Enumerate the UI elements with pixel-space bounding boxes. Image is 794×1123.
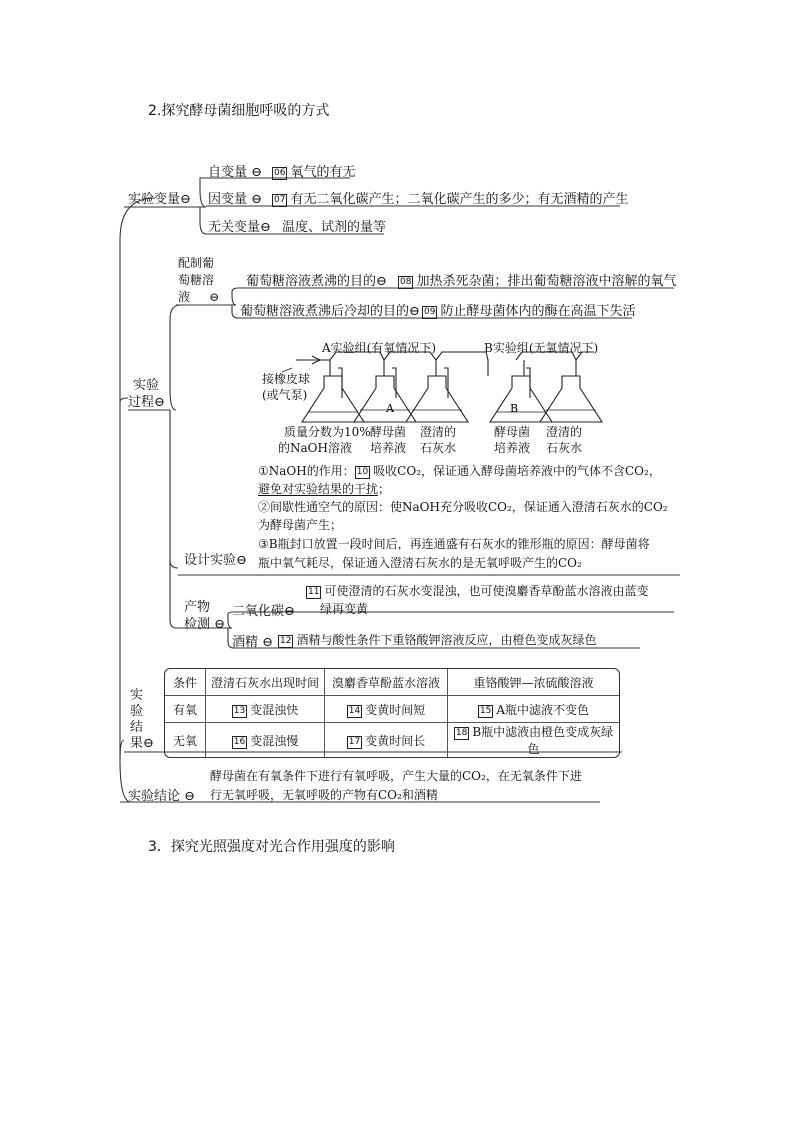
collapse-icon: ⊖ xyxy=(251,165,263,180)
header-cell: 条件 xyxy=(165,669,206,696)
yeast-b-line2: 培养液 xyxy=(494,441,531,455)
table-cell: 15 A瓶中滤液不变色 xyxy=(448,696,619,723)
table-cell: 17 变黄时间长 xyxy=(325,723,448,757)
detect-label-line1: 产物 xyxy=(184,600,211,615)
conclusion-label[interactable]: 实验结论 ⊖ xyxy=(128,789,196,804)
table-cell: 16 变混浊慢 xyxy=(206,723,325,757)
collapse-icon: ⊖ xyxy=(214,617,226,632)
independent-var-value: 06 氧气的有无 xyxy=(274,165,356,180)
collapse-icon: ⊖ xyxy=(180,192,191,207)
co2-line2: 绿再变黄 xyxy=(320,602,369,616)
design-line1: ①NaOH的作用： 10 吸收CO₂，保证通入酵母菌培养液中的气体不含CO₂， xyxy=(258,464,661,478)
prep-label-line2: 萄糖溶 xyxy=(178,273,215,287)
results-table xyxy=(164,668,620,758)
naoh-label-line1: 质量分数为10% xyxy=(284,425,371,439)
header-cell: 重铬酸钾—浓硫酸溶液 xyxy=(448,669,619,696)
group-a-title: A实验组(有氧情况下) xyxy=(322,341,437,355)
pump-label-line2: (或气泵) xyxy=(262,388,308,402)
table-cell: 有氧 xyxy=(165,696,206,723)
collapse-icon: ⊖ xyxy=(251,192,263,207)
lime-b-line2: 石灰水 xyxy=(546,441,583,455)
process-label-line2[interactable]: 过程⊖ xyxy=(128,395,165,410)
results-label-line2: 验 xyxy=(130,704,144,719)
prep-a2: 09 防止酵母菌体内的酶在高温下失活 xyxy=(424,304,636,319)
collapse-icon: ⊖ xyxy=(209,290,220,304)
yeast-a-line2: 培养液 xyxy=(370,441,407,455)
table-cell: 无氧 xyxy=(165,723,206,757)
collapse-icon: ⊖ xyxy=(260,220,271,235)
independent-var-label: 自变量 ⊖ xyxy=(208,165,263,180)
lime-b-line1: 澄清的 xyxy=(546,425,583,439)
dependent-var-label: 因变量 ⊖ xyxy=(208,192,263,207)
design-label[interactable]: 设计实验⊖ xyxy=(184,553,247,568)
prep-label-line1: 配制葡 xyxy=(178,256,215,270)
prep-q2: 葡萄糖溶液煮沸后冷却的目的⊖ xyxy=(240,304,420,319)
header-cell: 溴麝香草酚蓝水溶液 xyxy=(325,669,448,696)
variables-label[interactable]: 实验变量⊖ xyxy=(128,192,191,207)
table-row xyxy=(165,696,619,723)
conclusion-line1: 酵母菌在有氧条件下进行有氧呼吸，产生大量的CO₂，在无氧条件下进 xyxy=(210,769,582,783)
flask-a-letter: A xyxy=(386,402,394,415)
design-line6: 瓶中氧气耗尽，保证通入澄清石灰水的是无氧呼吸产生的CO₂ xyxy=(258,556,582,570)
flask-b-letter: B xyxy=(510,402,519,415)
prep-label-line3[interactable]: 液 ⊖ xyxy=(178,290,220,304)
collapse-icon: ⊖ xyxy=(409,304,420,319)
table-row xyxy=(165,723,619,757)
process-label-line1: 实验 xyxy=(133,378,160,393)
alcohol-text: 12 酒精与酸性条件下重铬酸钾溶液反应，由橙色变成灰绿色 xyxy=(280,633,597,647)
design-line5: ③B瓶封口放置一段时间后，再连通盛有石灰水的锥形瓶的原因：酵母菌将 xyxy=(258,537,650,551)
yeast-b-line1: 酵母菌 xyxy=(494,425,531,439)
results-label-line3: 结 xyxy=(130,720,144,735)
pump-label-line1: 接橡皮球 xyxy=(262,372,311,386)
design-line2: 避免对实验结果的干扰； xyxy=(258,482,391,496)
co2-label: 二氧化碳⊖ xyxy=(232,604,295,619)
group-b-title: B实验组(无氧情况下) xyxy=(484,341,599,355)
section3-title: 3．探究光照强度对光合作用强度的影响 xyxy=(148,839,395,855)
collapse-icon: ⊖ xyxy=(262,635,274,650)
irrelevant-var-label: 无关变量⊖ xyxy=(208,220,271,235)
irrelevant-var-value: 温度、试剂的量等 xyxy=(282,220,387,235)
yeast-a-line1: 酵母菌 xyxy=(370,425,407,439)
header-cell: 澄清石灰水出现时间 xyxy=(206,669,325,696)
prep-a1: 08 加热杀死杂菌；排出葡萄糖溶液中溶解的氧气 xyxy=(400,274,677,289)
table-cell: 13 变混浊快 xyxy=(206,696,325,723)
collapse-icon: ⊖ xyxy=(236,553,247,568)
section2-title: 2.探究酵母菌细胞呼吸的方式 xyxy=(148,103,330,119)
collapse-icon: ⊖ xyxy=(154,395,165,410)
collapse-icon: ⊖ xyxy=(284,604,295,619)
table-cell: 18 B瓶中滤液由橙色变成灰绿色 xyxy=(455,725,614,756)
prep-q1: 葡萄糖溶液煮沸的目的⊖ xyxy=(246,274,387,289)
lime-a-line1: 澄清的 xyxy=(420,425,457,439)
table-header-row xyxy=(165,669,619,696)
alcohol-label: 酒精 ⊖ xyxy=(232,635,274,650)
results-label-line1: 实 xyxy=(130,688,144,703)
collapse-icon: ⊖ xyxy=(143,736,154,751)
collapse-icon: ⊖ xyxy=(184,789,196,804)
lime-a-line2: 石灰水 xyxy=(420,441,457,455)
naoh-label-line2: 的NaOH溶液 xyxy=(278,441,352,455)
collapse-icon: ⊖ xyxy=(376,274,387,289)
detect-label-line2[interactable]: 检测 ⊖ xyxy=(184,617,226,632)
design-line4: 为酵母菌产生； xyxy=(258,518,343,532)
design-line3: ②间歇性通空气的原因：使NaOH充分吸收CO₂，保证通入澄清石灰水的CO₂ xyxy=(258,500,668,514)
conclusion-line2: 行无氧呼吸，无氧呼吸的产物有CO₂和酒精 xyxy=(210,788,438,802)
results-label-line4[interactable]: 果⊖ xyxy=(130,736,154,751)
table-cell: 14 变黄时间短 xyxy=(325,696,448,723)
co2-line1: 11 可使澄清的石灰水变混浊，也可使溴麝香草酚蓝水溶液由蓝变 xyxy=(308,584,649,598)
dependent-var-value: 07 有无二氧化碳产生；二氧化碳产生的多少；有无酒精的产生 xyxy=(274,192,629,207)
